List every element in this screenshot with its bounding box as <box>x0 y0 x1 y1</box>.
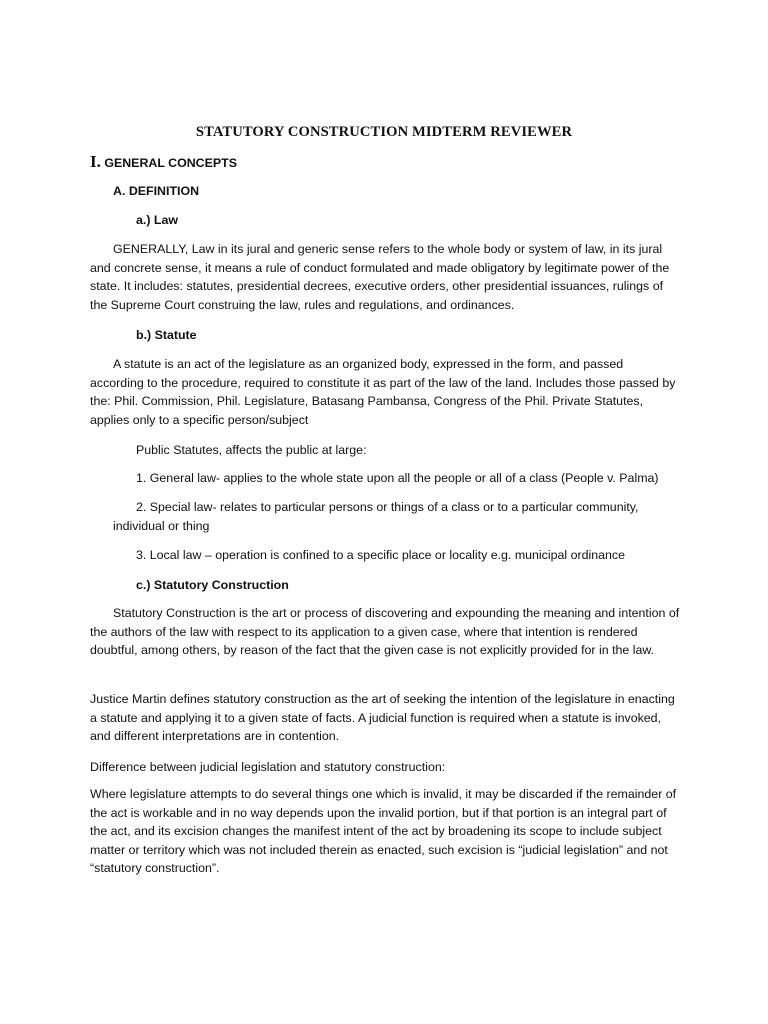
list-item-special-law: 2. Special law- relates to particular persons or things of a class or to a particular community, individual or thing <box>113 500 639 533</box>
section-title: GENERAL CONCEPTS <box>104 156 237 170</box>
document-title: STATUTORY CONSTRUCTION MIDTERM REVIEWER <box>195 124 573 140</box>
item-statutory-construction-heading: c.) Statutory Construction <box>136 578 289 592</box>
list-item-local-law: 3. Local law – operation is confined to a specific place or locality e.g. municipal ordinance <box>136 548 626 562</box>
public-statutes-label: Public Statutes, affects the public at large: <box>136 443 367 457</box>
section-number: I. <box>90 152 101 171</box>
list-item-general-law: 1. General law- applies to the whole state upon all the people or all of a class (People v. Palma) <box>136 471 659 485</box>
section-heading <box>90 153 237 173</box>
paragraph-justice-martin: Justice Martin defines statutory construction as the art of seeking the intention of the legislature in enacting a statute and applying it to a given state of facts. A judicial function is required when a statute is invoked, and different interpretations are in contention. <box>90 692 675 744</box>
difference-heading: Difference between judicial legislation and statutory construction: <box>90 760 446 774</box>
subsection-definition: A. DEFINITION <box>113 184 200 198</box>
paragraph-law: GENERALLY, Law in its jural and generic sense refers to the whole body or system of law, in its jural and concrete sense, it means a rule of conduct formulated and made obligatory by legitimate power of the state. It includes: statutes, presidential decrees, executive orders, other presidential issuances, rulings of the Supreme Court construing the law, rules and regulations, and ordinances. <box>90 242 670 312</box>
paragraph-statute: A statute is an act of the legislature as an organized body, expressed in the form, and passed according to the procedure, required to constitute it as part of the law of the land. Includes those passed by the: Phil. Commission, Phil. Legislature, Batasang Pambansa, Congress of the Phil. Private Statutes, applies only to a specific person/subject <box>90 357 676 427</box>
paragraph-statutory-construction: Statutory Construction is the art or process of discovering and expounding the meaning and intention of the authors of the law with respect to its application to a given case, where that intention is rendered doubtful, among others, by reason of the fact that the given case is not explicitly provided for in the law. <box>90 606 680 658</box>
paragraph-judicial-legislation: Where legislature attempts to do several things one which is invalid, it may be discarded if the remainder of the act is workable and in no way depends upon the invalid portion, but if that portion is an integral part of the act, and its excision changes the manifest intent of the act by broadening its scope to include subject matter or territory which was not included therein as enacted, such excision is “judicial legislation” and not “statutory construction”. <box>90 787 677 876</box>
item-statute-heading: b.) Statute <box>136 328 197 342</box>
item-law-heading: a.) Law <box>136 213 178 227</box>
